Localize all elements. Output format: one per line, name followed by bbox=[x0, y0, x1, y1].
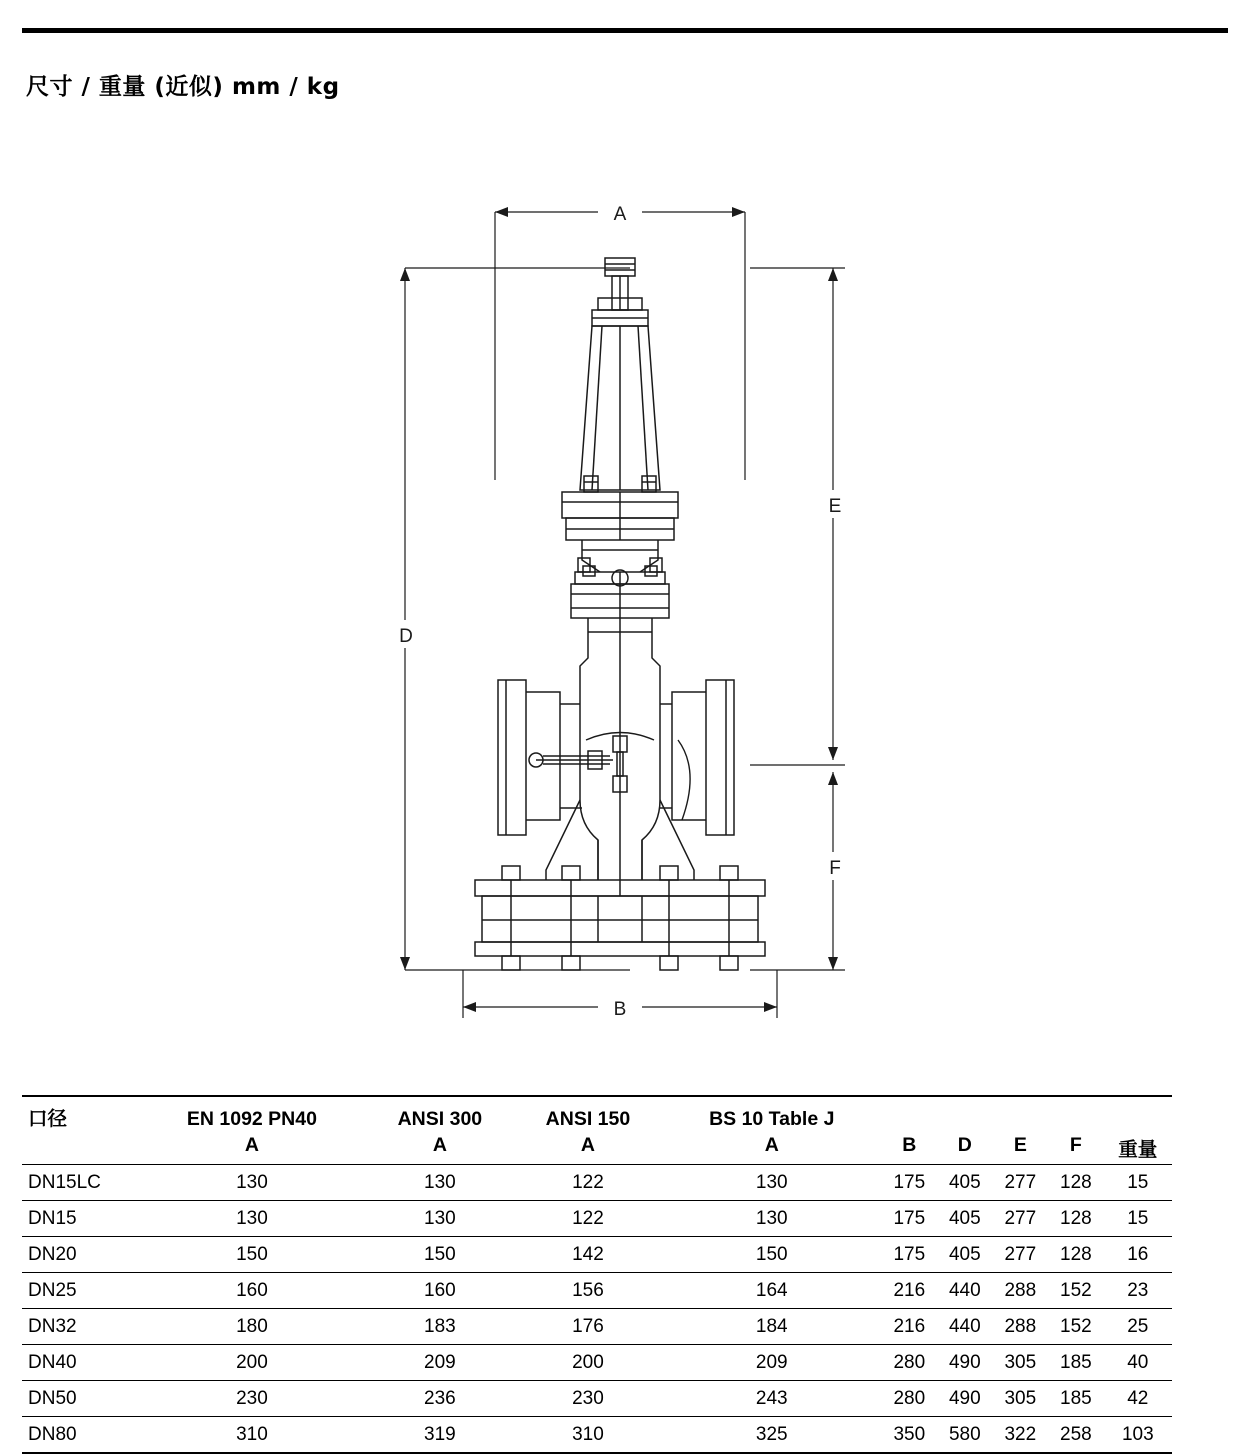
cell-b: 175 bbox=[882, 1201, 938, 1237]
table-row bbox=[22, 1237, 1172, 1273]
cell-a-en1092: 230 bbox=[138, 1381, 366, 1417]
cell-weight: 15 bbox=[1104, 1201, 1172, 1237]
table-row bbox=[22, 1381, 1172, 1417]
cell-a-bs10: 325 bbox=[662, 1417, 882, 1454]
table-body bbox=[22, 1165, 1172, 1454]
valve-cross-section-drawing bbox=[330, 180, 930, 1050]
cell-b: 216 bbox=[882, 1273, 938, 1309]
subheader-f: F bbox=[1069, 1134, 1082, 1156]
header-rule bbox=[22, 28, 1228, 33]
cell-a-bs10: 164 bbox=[662, 1273, 882, 1309]
cell-weight: 25 bbox=[1104, 1309, 1172, 1345]
subheader-a-en1092: A bbox=[244, 1134, 259, 1156]
cell-a-ansi150: 176 bbox=[514, 1309, 662, 1345]
header-en1092: EN 1092 PN40 bbox=[138, 1096, 366, 1133]
cell-a-bs10: 184 bbox=[662, 1309, 882, 1345]
cell-d: 405 bbox=[937, 1165, 993, 1201]
cell-a-ansi300: 209 bbox=[366, 1345, 514, 1381]
cell-a-en1092: 160 bbox=[138, 1273, 366, 1309]
cell-e: 305 bbox=[993, 1345, 1049, 1381]
header-bs10: BS 10 Table J bbox=[662, 1096, 882, 1133]
cell-f: 152 bbox=[1048, 1309, 1104, 1345]
table-row bbox=[22, 1165, 1172, 1201]
subheader-a-ansi300: A bbox=[432, 1134, 447, 1156]
subheader-e: E bbox=[1013, 1134, 1027, 1156]
cell-d: 405 bbox=[937, 1201, 993, 1237]
cell-weight: 15 bbox=[1104, 1165, 1172, 1201]
table-row bbox=[22, 1273, 1172, 1309]
subheader-b: B bbox=[902, 1134, 917, 1156]
table-group-header-row bbox=[22, 1096, 1172, 1133]
cell-size: DN15LC bbox=[22, 1165, 138, 1201]
cell-b: 175 bbox=[882, 1237, 938, 1273]
cell-a-bs10: 130 bbox=[662, 1201, 882, 1237]
cell-weight: 42 bbox=[1104, 1381, 1172, 1417]
table-sub-header-row bbox=[22, 1133, 1172, 1165]
cell-e: 277 bbox=[993, 1237, 1049, 1273]
header-ansi150: ANSI 150 bbox=[514, 1096, 662, 1133]
subheader-d: D bbox=[957, 1134, 972, 1156]
cell-a-bs10: 150 bbox=[662, 1237, 882, 1273]
cell-d: 580 bbox=[937, 1417, 993, 1454]
header-d-group bbox=[937, 1096, 993, 1133]
cell-d: 490 bbox=[937, 1381, 993, 1417]
cell-a-ansi150: 230 bbox=[514, 1381, 662, 1417]
header-f-group bbox=[1048, 1096, 1104, 1133]
dimensions-table bbox=[22, 1095, 1172, 1454]
subheader-weight: 重量 bbox=[1118, 1138, 1158, 1161]
table-row bbox=[22, 1201, 1172, 1237]
table-row bbox=[22, 1417, 1172, 1454]
cell-a-ansi150: 200 bbox=[514, 1345, 662, 1381]
cell-d: 405 bbox=[937, 1237, 993, 1273]
cell-a-en1092: 180 bbox=[138, 1309, 366, 1345]
cell-a-ansi300: 319 bbox=[366, 1417, 514, 1454]
cell-a-ansi150: 122 bbox=[514, 1201, 662, 1237]
header-weight-group bbox=[1104, 1096, 1172, 1133]
cell-b: 350 bbox=[882, 1417, 938, 1454]
cell-f: 128 bbox=[1048, 1237, 1104, 1273]
cell-weight: 23 bbox=[1104, 1273, 1172, 1309]
cell-a-bs10: 209 bbox=[662, 1345, 882, 1381]
cell-a-ansi300: 183 bbox=[366, 1309, 514, 1345]
cell-b: 280 bbox=[882, 1345, 938, 1381]
cell-b: 280 bbox=[882, 1381, 938, 1417]
cell-a-bs10: 243 bbox=[662, 1381, 882, 1417]
table-row bbox=[22, 1309, 1172, 1345]
header-size: 口径 bbox=[22, 1096, 138, 1133]
cell-a-ansi300: 150 bbox=[366, 1237, 514, 1273]
cell-a-ansi300: 160 bbox=[366, 1273, 514, 1309]
cell-d: 490 bbox=[937, 1345, 993, 1381]
subheader-blank bbox=[22, 1133, 138, 1165]
table-row bbox=[22, 1345, 1172, 1381]
cell-a-ansi300: 130 bbox=[366, 1165, 514, 1201]
page-title: 尺寸 / 重量 (近似) mm / kg bbox=[26, 74, 340, 100]
svg-text:D: D bbox=[399, 626, 413, 647]
cell-a-ansi300: 130 bbox=[366, 1201, 514, 1237]
cell-a-ansi150: 122 bbox=[514, 1165, 662, 1201]
header-b-group bbox=[882, 1096, 938, 1133]
cell-a-ansi150: 142 bbox=[514, 1237, 662, 1273]
header-ansi300: ANSI 300 bbox=[366, 1096, 514, 1133]
cell-a-en1092: 310 bbox=[138, 1417, 366, 1454]
cell-a-en1092: 150 bbox=[138, 1237, 366, 1273]
header-e-group bbox=[993, 1096, 1049, 1133]
svg-text:E: E bbox=[828, 496, 842, 517]
cell-weight: 40 bbox=[1104, 1345, 1172, 1381]
cell-a-en1092: 130 bbox=[138, 1165, 366, 1201]
svg-text:F: F bbox=[829, 858, 841, 879]
svg-text:A: A bbox=[613, 204, 627, 225]
cell-a-ansi150: 310 bbox=[514, 1417, 662, 1454]
cell-f: 152 bbox=[1048, 1273, 1104, 1309]
cell-size: DN15 bbox=[22, 1201, 138, 1237]
svg-text:B: B bbox=[613, 999, 627, 1020]
cell-a-ansi300: 236 bbox=[366, 1381, 514, 1417]
cell-d: 440 bbox=[937, 1309, 993, 1345]
cell-a-bs10: 130 bbox=[662, 1165, 882, 1201]
table-header bbox=[22, 1096, 1172, 1165]
cell-b: 175 bbox=[882, 1165, 938, 1201]
cell-e: 322 bbox=[993, 1417, 1049, 1454]
cell-size: DN50 bbox=[22, 1381, 138, 1417]
dimensions-table-wrap bbox=[22, 1095, 1172, 1454]
cell-weight: 16 bbox=[1104, 1237, 1172, 1273]
cell-size: DN80 bbox=[22, 1417, 138, 1454]
cell-e: 277 bbox=[993, 1165, 1049, 1201]
cell-e: 277 bbox=[993, 1201, 1049, 1237]
cell-size: DN25 bbox=[22, 1273, 138, 1309]
cell-b: 216 bbox=[882, 1309, 938, 1345]
subheader-a-ansi150: A bbox=[580, 1134, 595, 1156]
cell-f: 258 bbox=[1048, 1417, 1104, 1454]
cell-f: 185 bbox=[1048, 1381, 1104, 1417]
subheader-a-bs10: A bbox=[764, 1134, 779, 1156]
cell-a-ansi150: 156 bbox=[514, 1273, 662, 1309]
cell-f: 128 bbox=[1048, 1165, 1104, 1201]
cell-a-en1092: 130 bbox=[138, 1201, 366, 1237]
cell-size: DN40 bbox=[22, 1345, 138, 1381]
cell-f: 185 bbox=[1048, 1345, 1104, 1381]
cell-f: 128 bbox=[1048, 1201, 1104, 1237]
cell-e: 305 bbox=[993, 1381, 1049, 1417]
cell-size: DN32 bbox=[22, 1309, 138, 1345]
cell-a-en1092: 200 bbox=[138, 1345, 366, 1381]
cell-e: 288 bbox=[993, 1273, 1049, 1309]
cell-weight: 103 bbox=[1104, 1417, 1172, 1454]
cell-e: 288 bbox=[993, 1309, 1049, 1345]
cell-d: 440 bbox=[937, 1273, 993, 1309]
cell-size: DN20 bbox=[22, 1237, 138, 1273]
